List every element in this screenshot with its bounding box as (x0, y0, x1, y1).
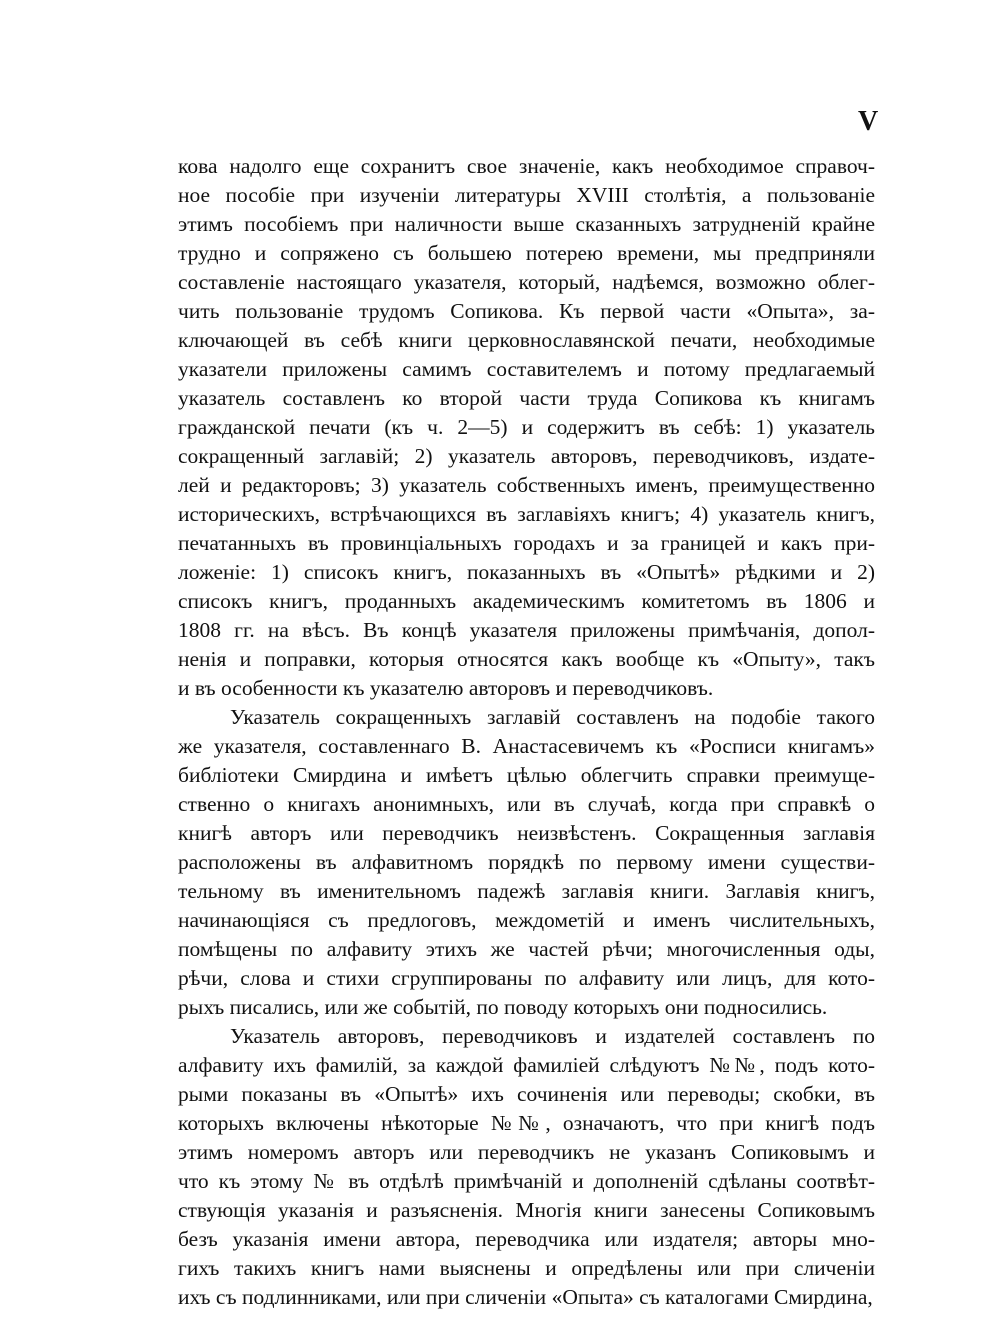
text-line: чить пользованіе трудомъ Сопикова. Къ первой части «Опыта», за- (178, 299, 875, 323)
text-line: расположены въ алфавитномъ порядкѣ по первому имени существи- (178, 850, 875, 874)
text-line: библіотеки Смирдина и имѣетъ цѣлью облегчить справки преимуще- (178, 763, 875, 787)
text-line: и въ особенности къ указателю авторовъ и переводчиковъ. (178, 676, 714, 700)
text-line: которыхъ включены нѣкоторые №№, означаютъ, что при книгѣ подъ (178, 1111, 875, 1135)
text-line: рѣчи, слова и стихи сгруппированы по алфавиту или лицъ, для кото- (178, 966, 875, 990)
text-line: гихъ такихъ книгъ нами выяснены и опредѣлены или при сличеніи (178, 1256, 875, 1280)
text-line: трудно и сопряжено съ большею потерею времени, мы предприняли (178, 241, 875, 265)
text-line: безъ указанія имени автора, переводчика или издателя; авторы мно- (178, 1227, 875, 1251)
text-line: гражданской печати (къ ч. 2—5) и содержитъ въ себѣ: 1) указатель (178, 415, 875, 439)
text-line: же указателя, составленнаго В. Анастасевичемъ къ «Росписи книгамъ» (178, 734, 875, 758)
text-line: ненія и поправки, которыя относятся какъ вообще къ «Опыту», такъ (178, 647, 875, 671)
text-line: указатель составленъ ко второй части труда Сопикова къ книгамъ (178, 386, 875, 410)
text-line: кова надолго еще сохранитъ свое значеніе, какъ необходимое справоч- (178, 154, 875, 178)
text-line: рыхъ писались, или же событій, по поводу которыхъ они подносились. (178, 995, 828, 1019)
text-line: книгѣ авторъ или переводчикъ неизвѣстенъ. Сокращенныя заглавія (178, 821, 875, 845)
text-line: ное пособіе при изученіи литературы XVIII столѣтія, а пользованіе (178, 183, 875, 207)
paragraph (178, 1022, 875, 1312)
text-line: 1808 гг. на вѣсъ. Въ концѣ указателя приложены примѣчанія, допол- (178, 618, 875, 642)
text-line: Указатель авторовъ, переводчиковъ и издателей составленъ по (230, 1024, 875, 1048)
paragraph (178, 152, 875, 703)
text-line: составленіе настоящаго указателя, который, надѣемся, возможно облег- (178, 270, 875, 294)
text-line: рыми показаны въ «Опытѣ» ихъ сочиненія или переводы; скобки, въ (178, 1082, 875, 1106)
page-number: V (858, 106, 879, 137)
text-line: ихъ съ подлинниками, или при сличеніи «Опыта» съ каталогами Смирдина, (178, 1285, 873, 1309)
text-line: этимъ номеромъ авторъ или переводчикъ не указанъ Сопиковымъ и (178, 1140, 875, 1164)
text-line: что къ этому № въ отдѣлѣ примѣчаній и дополненій сдѣланы соотвѣт- (178, 1169, 875, 1193)
text-line: помѣщены по алфавиту этихъ же частей рѣчи; многочисленныя оды, (178, 937, 875, 961)
text-line: списокъ книгъ, проданныхъ академическимъ комитетомъ въ 1806 и (178, 589, 875, 613)
body-text (178, 152, 875, 1312)
text-line: алфавиту ихъ фамилій, за каждой фамиліей слѣдуютъ №№, подъ кото- (178, 1053, 875, 1077)
text-line: начинающіяся съ предлоговъ, междометій и именъ числительныхъ, (178, 908, 875, 932)
text-line: тельному въ именительномъ падежѣ заглавія книги. Заглавія книгъ, (178, 879, 875, 903)
text-line: сокращенный заглавій; 2) указатель авторовъ, переводчиковъ, издате- (178, 444, 875, 468)
text-line: Указатель сокращенныхъ заглавій составленъ на подобіе такого (230, 705, 875, 729)
text-line: ключающей въ себѣ книги церковнославянской печати, необходимые (178, 328, 875, 352)
text-line: этимъ пособіемъ при наличности выше сказанныхъ затрудненій крайне (178, 212, 875, 236)
text-line: ложеніе: 1) списокъ книгъ, показанныхъ въ «Опытѣ» рѣдкими и 2) (178, 560, 875, 584)
text-line: лей и редакторовъ; 3) указатель собственныхъ именъ, преимущественно (178, 473, 875, 497)
paragraphs (178, 152, 875, 1312)
text-line: ствующія указанія и разъясненія. Многія книги занесены Сопиковымъ (178, 1198, 875, 1222)
paragraph (178, 703, 875, 1022)
text-line: указатели приложены самимъ составителемъ и потому предлагаемый (178, 357, 875, 381)
text-line: историческихъ, встрѣчающихся въ заглавіяхъ книгъ; 4) указатель книгъ, (178, 502, 875, 526)
text-line: ственно о книгахъ анонимныхъ, или въ случаѣ, когда при справкѣ о (178, 792, 875, 816)
text-line: печатанныхъ въ провинціальныхъ городахъ и за границей и какъ при- (178, 531, 875, 555)
